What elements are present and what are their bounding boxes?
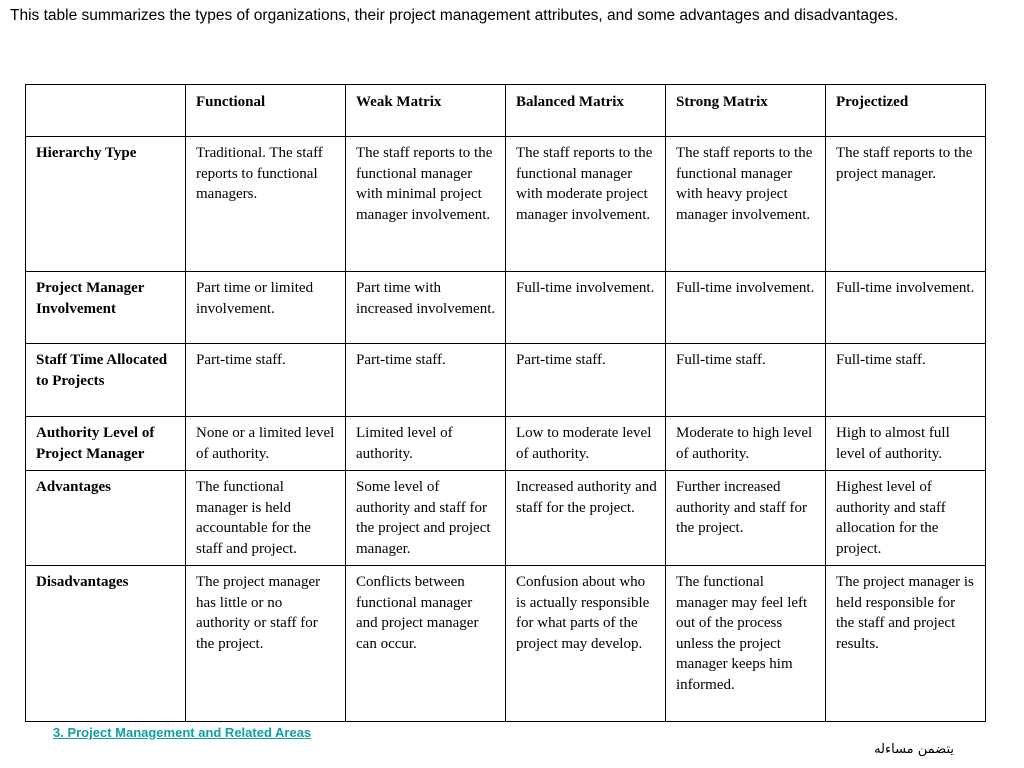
- table-cell: The project manager is held responsible for the staff and project results.: [826, 566, 986, 722]
- organization-types-table: [25, 84, 986, 722]
- table-cell: Part-time staff.: [506, 344, 666, 417]
- table-cell: Limited level of authority.: [346, 417, 506, 471]
- table-row: [26, 344, 986, 417]
- header-cell-functional: Functional: [186, 85, 346, 137]
- table-cell: Part-time staff.: [346, 344, 506, 417]
- table-cell: Confusion about who is actually responsible for what parts of the project may develop.: [506, 566, 666, 722]
- table-cell: Part time or limited involvement.: [186, 272, 346, 344]
- table-cell: Full-time staff.: [666, 344, 826, 417]
- header-cell-strong-matrix: Strong Matrix: [666, 85, 826, 137]
- header-cell-blank: [26, 85, 186, 137]
- row-label-authority-level: Authority Level of Project Manager: [26, 417, 186, 471]
- header-cell-weak-matrix: Weak Matrix: [346, 85, 506, 137]
- table-cell: Full-time staff.: [826, 344, 986, 417]
- header-cell-balanced-matrix: Balanced Matrix: [506, 85, 666, 137]
- row-label-staff-time: Staff Time Allocated to Projects: [26, 344, 186, 417]
- table-cell: Part time with increased involvement.: [346, 272, 506, 344]
- table-row: [26, 272, 986, 344]
- table-cell: The project manager has little or no authority or staff for the project.: [186, 566, 346, 722]
- row-label-hierarchy-type: Hierarchy Type: [26, 137, 186, 272]
- table-cell: The staff reports to the functional manager with heavy project manager involvement.: [666, 137, 826, 272]
- row-label-project-manager-involvement: Project Manager Involvement: [26, 272, 186, 344]
- table-cell: Increased authority and staff for the project.: [506, 471, 666, 566]
- table-header-row: [26, 85, 986, 137]
- table-row: [26, 471, 986, 566]
- table-cell: Full-time involvement.: [826, 272, 986, 344]
- table-cell: Part-time staff.: [186, 344, 346, 417]
- table-cell: Moderate to high level of authority.: [666, 417, 826, 471]
- table-cell: Full-time involvement.: [506, 272, 666, 344]
- table-cell: Some level of authority and staff for the project and project manager.: [346, 471, 506, 566]
- footer-section-link[interactable]: 3. Project Management and Related Areas: [53, 725, 312, 740]
- header-cell-projectized: Projectized: [826, 85, 986, 137]
- table-cell: Further increased authority and staff for the project.: [666, 471, 826, 566]
- table-cell: Full-time involvement.: [666, 272, 826, 344]
- table-cell: Traditional. The staff reports to functional managers.: [186, 137, 346, 272]
- table-row: [26, 566, 986, 722]
- table-row: [26, 417, 986, 471]
- table-cell: Low to moderate level of authority.: [506, 417, 666, 471]
- row-label-advantages: Advantages: [26, 471, 186, 566]
- table-cell: The staff reports to the functional manager with minimal project manager involvement.: [346, 137, 506, 272]
- row-label-disadvantages: Disadvantages: [26, 566, 186, 722]
- table-cell: None or a limited level of authority.: [186, 417, 346, 471]
- table-cell: High to almost full level of authority.: [826, 417, 986, 471]
- table-cell: The functional manager is held accountable for the staff and project.: [186, 471, 346, 566]
- table-cell: Conflicts between functional manager and project manager can occur.: [346, 566, 506, 722]
- table-cell: The staff reports to the functional manager with moderate project manager involvement.: [506, 137, 666, 272]
- intro-text: This table summarizes the types of organizations, their project management attributes, and some advantages and disadvantages.: [10, 7, 899, 24]
- table-cell: The staff reports to the project manager.: [826, 137, 986, 272]
- table-cell: Highest level of authority and staff allocation for the project.: [826, 471, 986, 566]
- footer-arabic-text: يتضمن مساءله: [874, 742, 954, 757]
- table-row: [26, 137, 986, 272]
- table-cell: The functional manager may feel left out of the process unless the project manager keeps him informed.: [666, 566, 826, 722]
